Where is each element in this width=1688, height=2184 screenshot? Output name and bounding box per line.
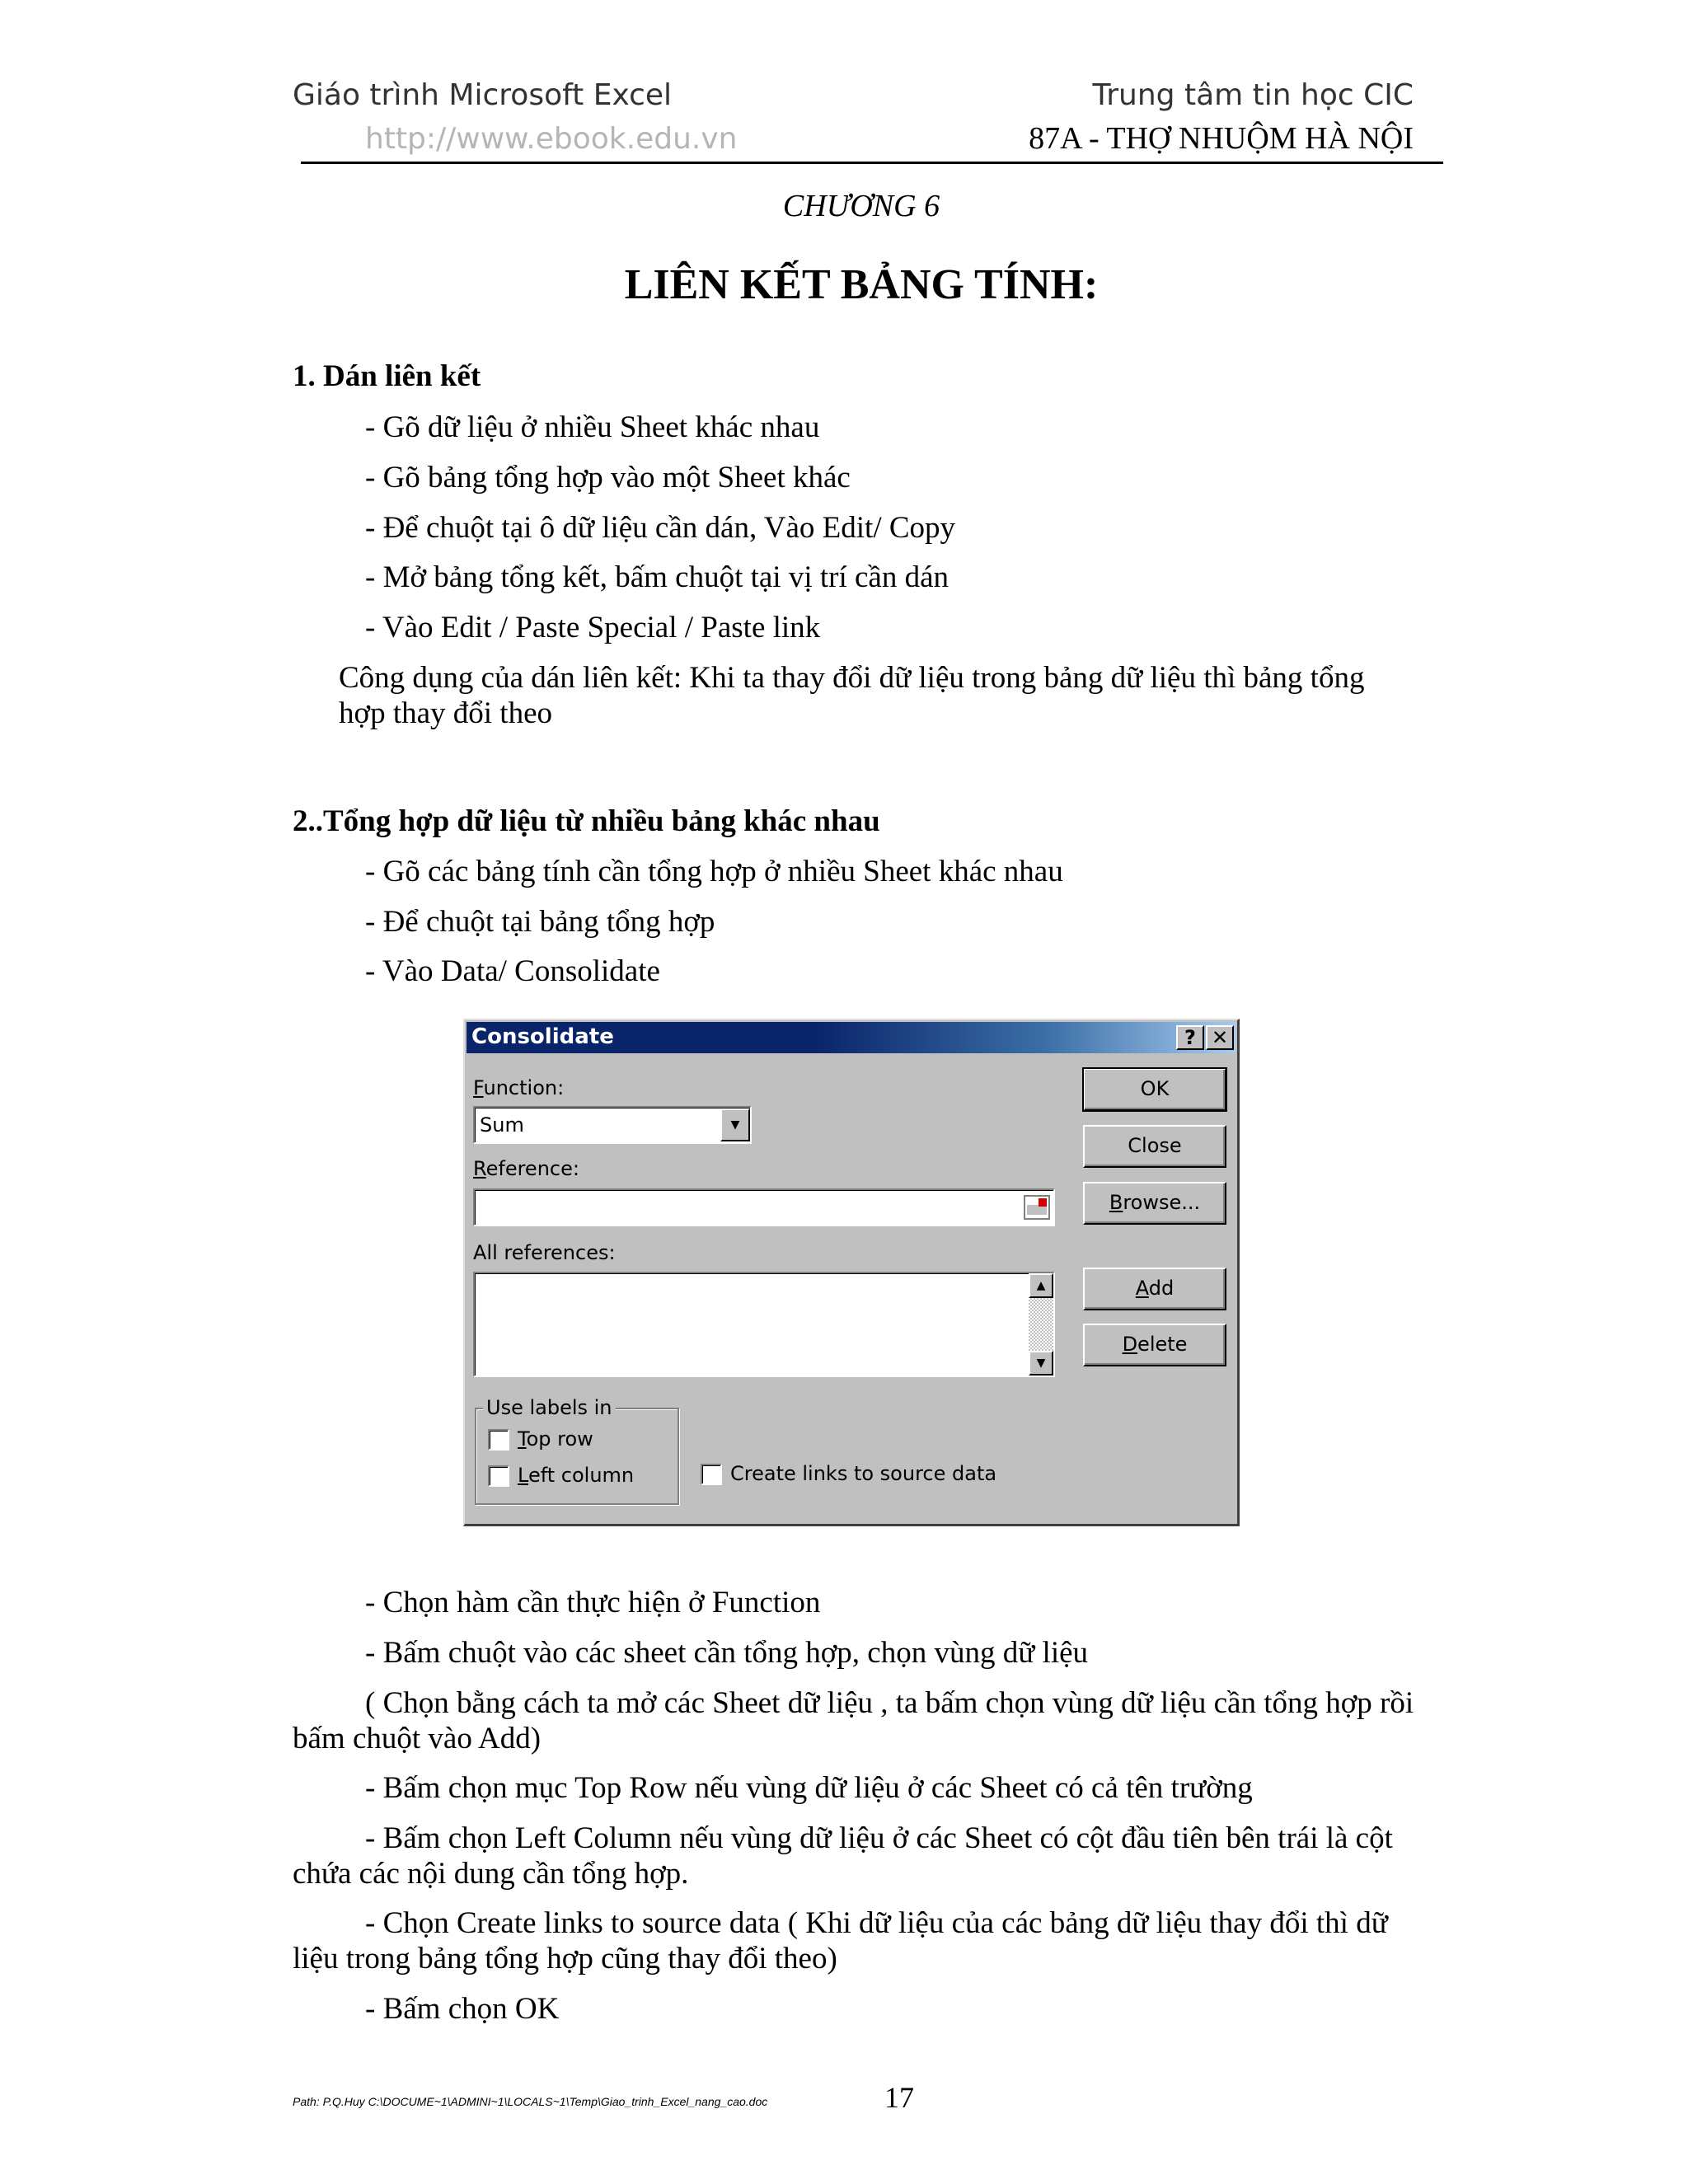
function-value: Sum [480, 1113, 524, 1137]
header-url: http://www.ebook.edu.vn [365, 122, 738, 156]
use-labels-legend: Use labels in [483, 1396, 616, 1419]
list-item: - Gõ bảng tổng hợp vào một Sheet khác [365, 461, 851, 494]
step-text: - Bấm chọn OK [365, 1992, 560, 2026]
close-icon: ✕ [1211, 1026, 1229, 1049]
list-item: - Vào Edit / Paste Special / Paste link [365, 611, 821, 644]
browse-button[interactable]: Browse... [1083, 1182, 1226, 1225]
section-heading: 1. Dán liên kết [293, 359, 481, 393]
list-item: - Vào Data/ Consolidate [365, 954, 660, 988]
help-icon: ? [1184, 1026, 1196, 1049]
step-text: - Chọn Create links to source data ( Khi dữ liệu của các bảng dữ liệu thay đổi thì dữ [365, 1906, 1388, 1940]
list-scrollbar[interactable] [1029, 1273, 1053, 1376]
function-label: Function: [473, 1076, 565, 1099]
use-labels-group [475, 1396, 679, 1505]
top-row-checkbox[interactable] [488, 1429, 509, 1451]
footer-path: Path: P.Q.Huy C:\DOCUME~1\ADMINI~1\LOCALS~1\Temp\Giao_trinh_Excel_nang_cao.doc [293, 2095, 768, 2108]
help-button[interactable] [1176, 1025, 1204, 1050]
dialog-title: Consolidate [471, 1024, 614, 1049]
top-row-label: Top row [518, 1427, 593, 1451]
step-text: bấm chuột vào Add) [293, 1722, 542, 1755]
step-text: ( Chọn bằng cách ta mở các Sheet dữ liệu , ta bấm chọn vùng dữ liệu cần tổng hợp rồi [365, 1686, 1414, 1720]
header-left-title: Giáo trình Microsoft Excel [293, 78, 673, 112]
scroll-up-icon[interactable]: ▲ [1029, 1273, 1053, 1298]
scroll-down-icon[interactable]: ▼ [1029, 1351, 1053, 1376]
dialog-titlebar [467, 1022, 1236, 1053]
section-heading: 2..Tổng hợp dữ liệu từ nhiều bảng khác nhau [293, 804, 880, 838]
note-text: hợp thay đổi theo [339, 696, 552, 730]
page-title: LIÊN KẾT BẢNG TÍNH: [624, 261, 1099, 308]
step-text: - Bấm chuột vào các sheet cần tổng hợp, chọn vùng dữ liệu [365, 1636, 1089, 1670]
list-item: - Mở bảng tổng kết, bấm chuột tại vị trí cần dán [365, 560, 950, 594]
reference-label: Reference: [473, 1157, 579, 1180]
reference-input[interactable] [473, 1188, 1055, 1226]
header-right-title: Trung tâm tin học CIC [1092, 78, 1414, 112]
header-rule [301, 162, 1443, 164]
header-address: 87A - THỢ NHUỘM HÀ NỘI [1029, 121, 1414, 156]
chapter-label: CHƯƠNG 6 [782, 189, 940, 223]
all-references-list[interactable] [473, 1272, 1055, 1377]
list-item: - Để chuột tại ô dữ liệu cần dán, Vào Edit/ Copy [365, 511, 956, 545]
note-text: Công dụng của dán liên kết: Khi ta thay đổi dữ liệu trong bảng dữ liệu thì bảng tổng [339, 661, 1365, 695]
close-window-button[interactable] [1206, 1025, 1234, 1050]
step-text: - Bấm chọn Left Column nếu vùng dữ liệu ở các Sheet có cột đầu tiên bên trái là cột [365, 1821, 1393, 1855]
list-item: - Gõ các bảng tính cần tổng hợp ở nhiều Sheet khác nhau [365, 855, 1063, 888]
list-item: - Gõ dữ liệu ở nhiều Sheet khác nhau [365, 410, 820, 444]
list-item: - Để chuột tại bảng tổng hợp [365, 905, 715, 939]
page-number: 17 [884, 2081, 914, 2114]
step-text: - Bấm chọn mục Top Row nếu vùng dữ liệu ở các Sheet có cả tên trường [365, 1771, 1253, 1805]
create-links-label: Create links to source data [730, 1462, 997, 1485]
add-button[interactable]: Add [1083, 1268, 1226, 1310]
all-references-label: All references: [473, 1241, 616, 1264]
ok-button[interactable]: OK [1083, 1068, 1226, 1111]
left-column-checkbox[interactable] [488, 1465, 509, 1487]
delete-button[interactable]: Delete [1083, 1324, 1226, 1366]
close-button[interactable]: Close [1083, 1125, 1226, 1168]
function-select[interactable] [473, 1106, 752, 1144]
step-text: - Chọn hàm cần thực hiện ở Function [365, 1586, 821, 1619]
step-text: chứa các nội dung cần tổng hợp. [293, 1857, 689, 1891]
step-text: liệu trong bảng tổng hợp cũng thay đổi theo) [293, 1942, 837, 1975]
left-column-label: Left column [518, 1464, 635, 1487]
collapse-dialog-icon[interactable] [1024, 1195, 1050, 1220]
create-links-checkbox[interactable] [701, 1464, 722, 1485]
chevron-down-icon[interactable]: ▼ [720, 1108, 750, 1141]
consolidate-dialog [463, 1019, 1240, 1526]
